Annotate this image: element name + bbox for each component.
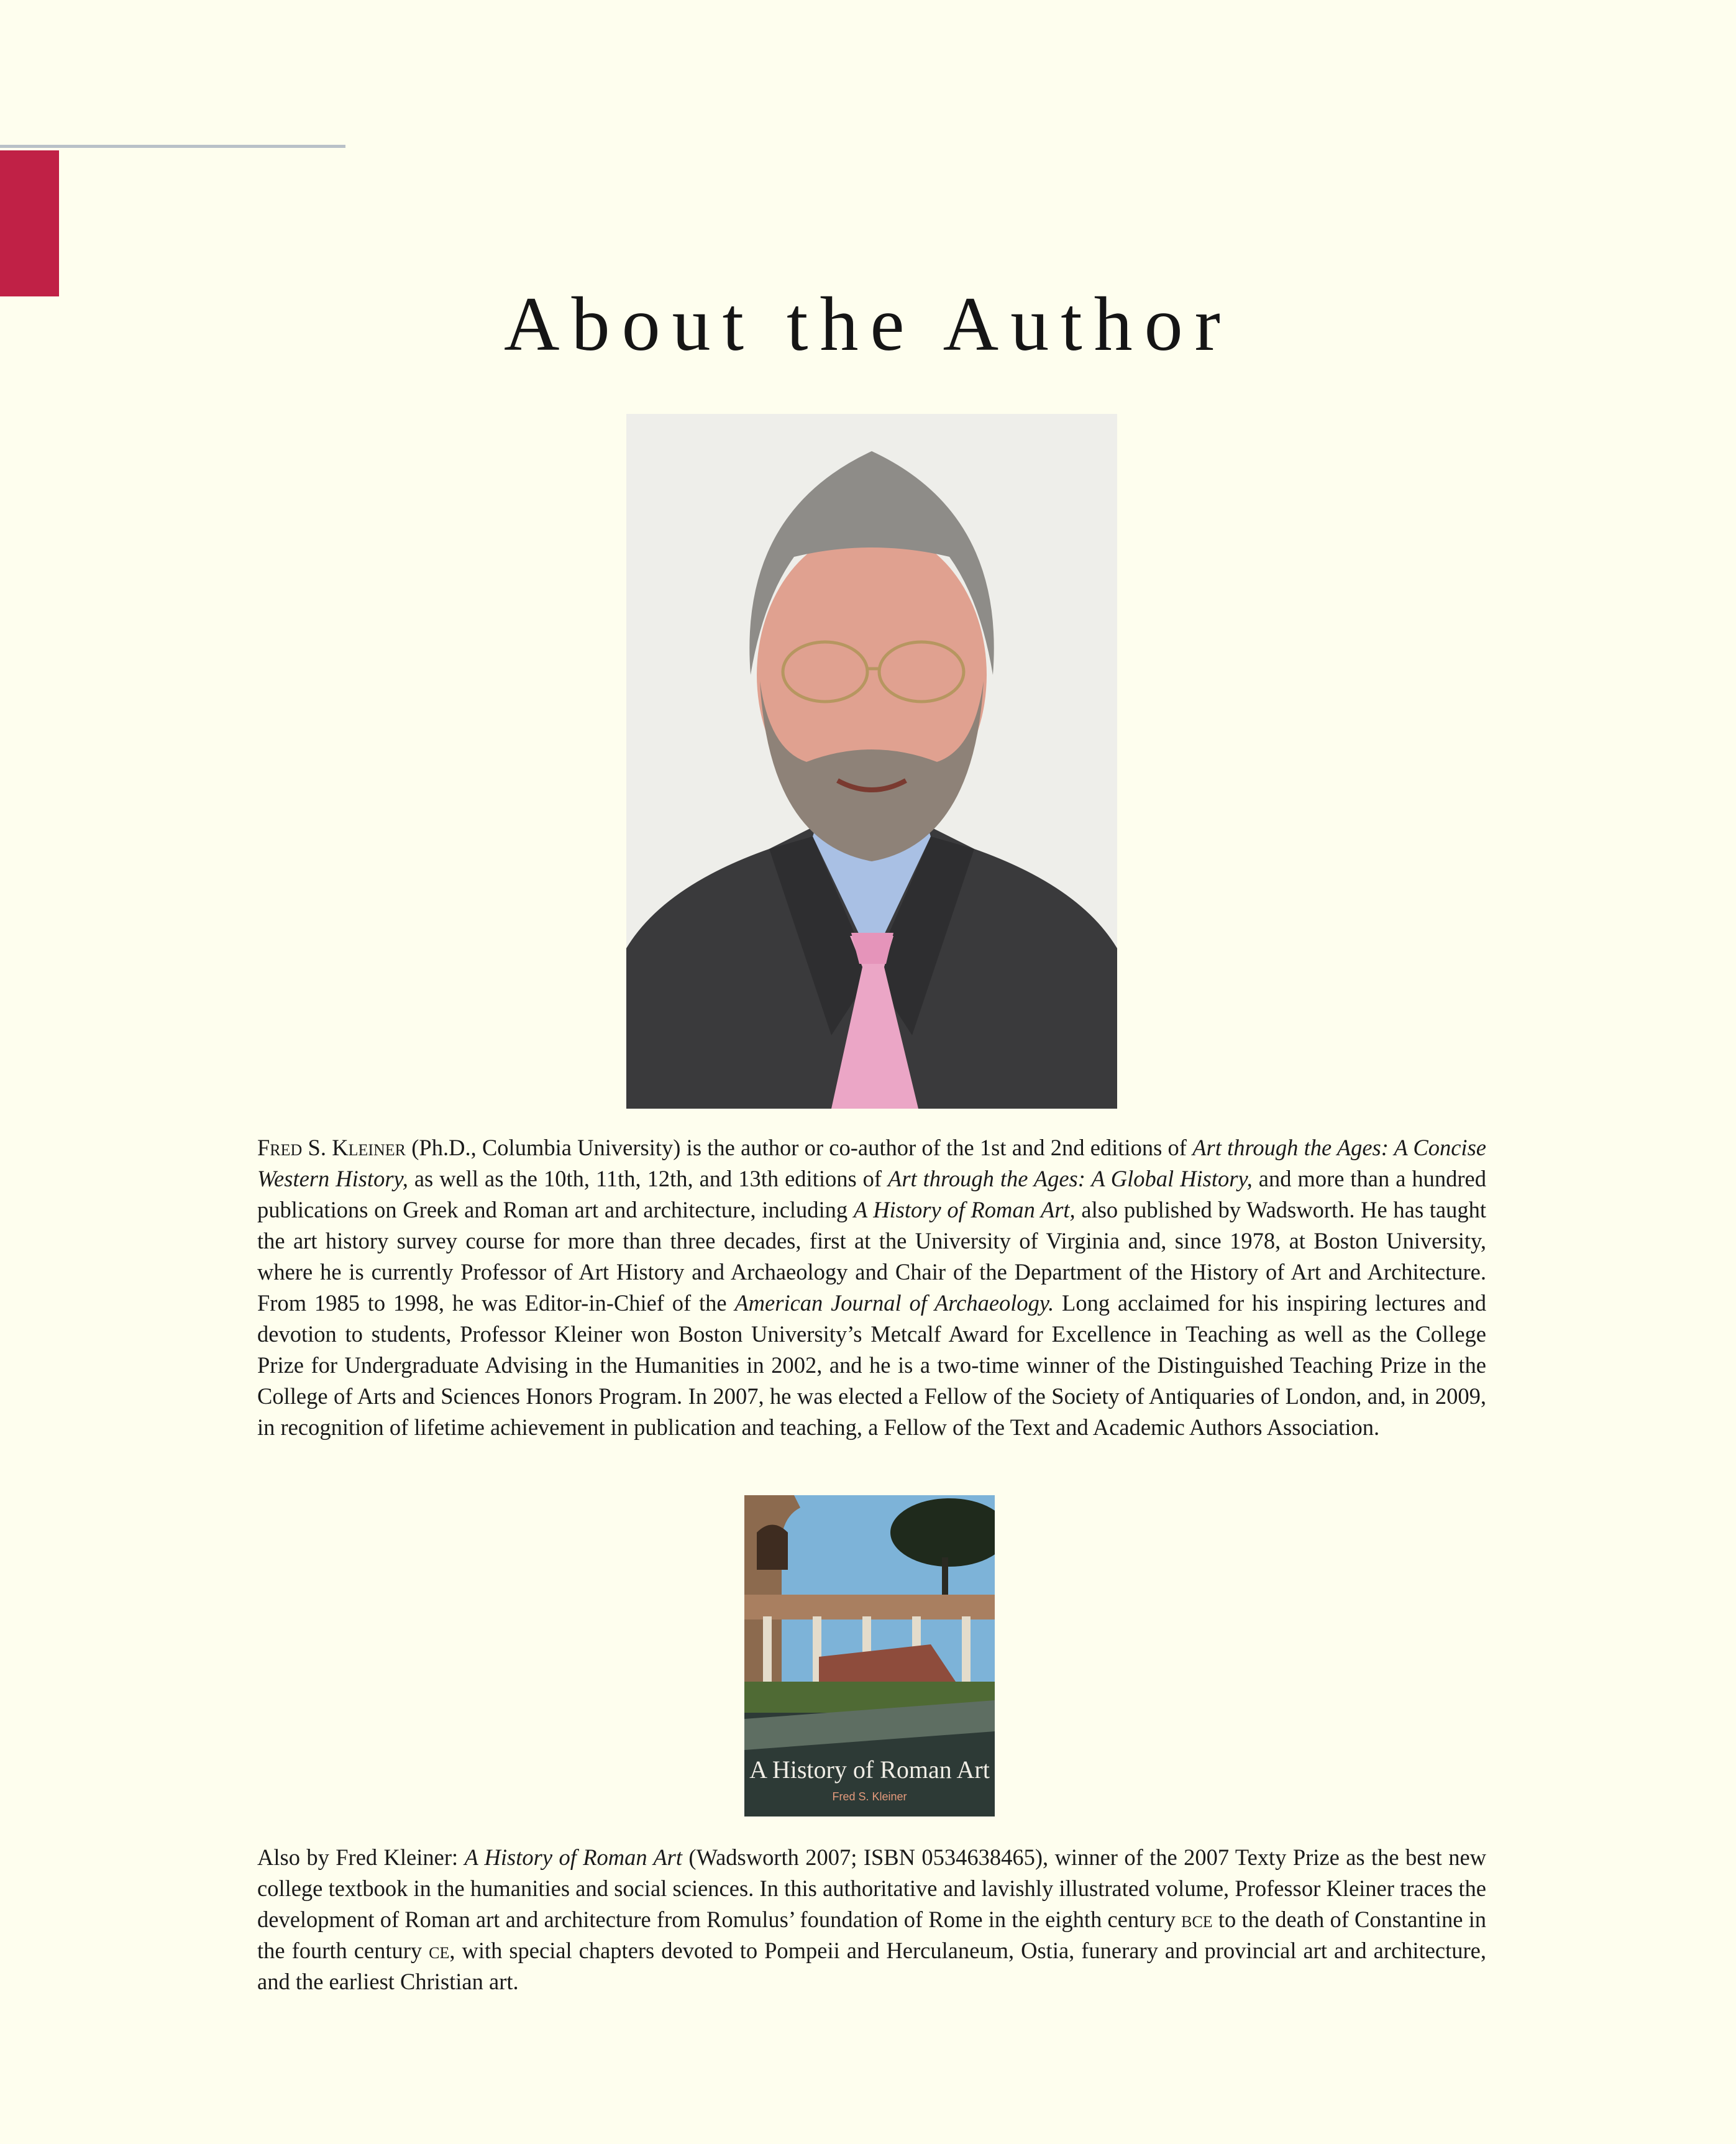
bio-text: also published by Wadsworth. He has taught the art history survey course for more than three decades, first at the University of Virginia and, since 1978, at Boston University, where he is currently Professor of Art History and Archaeology and Chair of the Department of the History of Art and Architecture. From 1985 to 1998, he was Editor-in-Chief of the [257,1197,1487,1316]
page-title: About the Author [504,282,1232,367]
author-photo [626,414,1117,1109]
bio-text: Long acclaimed for his inspiring lectures and devotion to students, Professor Kleiner won Boston University’s Metcalf Award for Excellence in Teaching as well as the College Prize for Undergraduate Advising in the Humanities in 2002, and he is a two-time winner of the Distinguished Teaching Prize in the College of Arts and Sciences Honors Program. In 2007, he was elected a Fellow of the Society of Antiquaries of London, and, in 2009, in recognition of lifetime achievement in publication and teaching, a Fellow of the Text and Academic Authors Association. [257,1290,1486,1440]
bio-text: and more than a hundred publications on Greek and Roman art and architecture, including [257,1166,1487,1222]
top-rule [0,145,345,148]
book-cover [744,1495,995,1816]
book-title: A History of Roman Art [464,1844,683,1870]
author-bio [257,1132,1486,1443]
also-text: to the death of Constantine in the fourth century [257,1907,1486,1963]
era-abbrev: bce [1181,1907,1213,1932]
cover-title: A History of Roman Art [749,1756,990,1784]
cover-author: Fred S. Kleiner [832,1790,907,1803]
journal-title: American Journal of Archaeology. [734,1290,1054,1316]
also-text: Also by Fred Kleiner: [257,1844,465,1870]
book-title: Art through the Ages: A Global History, [888,1166,1253,1191]
also-text: (Wadsworth 2007; ISBN 0534638465), winner of the 2007 Texty Prize as the best new college textbook in the humanities and social sciences. In this authoritative and lavishly illustrated volume, Professor Kleiner traces the development of Roman art and architecture from Romulus’ foundation of Rome in the eighth century [257,1844,1486,1932]
book-title: Art through the Ages: A Concise Western History, [257,1135,1486,1191]
book-title: A History of Roman Art, [853,1197,1076,1222]
author-name: Fred S. Kleiner [257,1135,406,1160]
bio-text: (Ph.D., Columbia University) is the author or co-author of the 1st and 2nd editions of [406,1135,1193,1160]
chapter-tab-marker [0,150,59,296]
era-abbrev: ce [429,1938,450,1963]
also-text: , with special chapters devoted to Pompeii and Herculaneum, Ostia, funerary and provincial art and architecture, and the earliest Christian art. [257,1938,1486,1994]
also-by-paragraph [257,1842,1486,1997]
bio-text: as well as the 10th, 11th, 12th, and 13th editions of [408,1166,889,1191]
